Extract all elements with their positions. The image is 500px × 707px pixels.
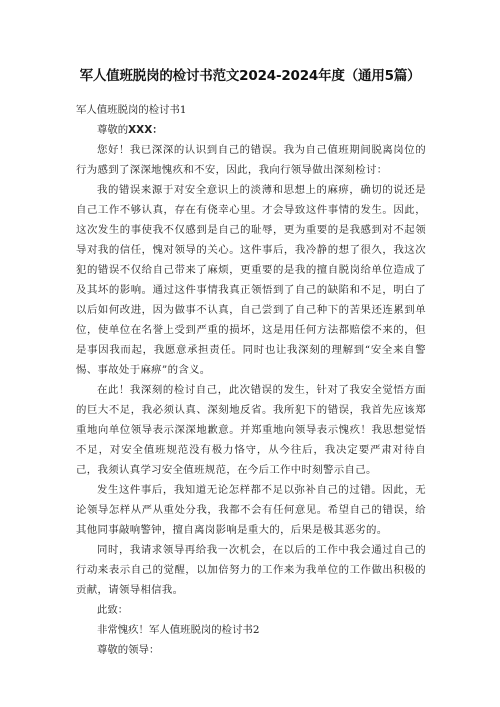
letter-heading: 非常愧疚！军人值班脱岗的检讨书2 (97, 624, 260, 636)
paragraph: 您好！我已深深的认识到自己的错误。我为自己值班期间脱离岗位的行为感到了深深地愧疚和不安，因此，我向行领导做出深刻检讨： (76, 144, 426, 176)
salutation-name: XXX： (128, 124, 163, 136)
paragraph: 同时，我请求领导再给我一次机会，在以后的工作中我会通过自己的行动来表示自己的觉醒，以加倍努力的工作来为我单位的工作做出积极的贡献，请领导相信我。 (76, 544, 426, 596)
letter-heading: 军人值班脱岗的检讨书1 (76, 104, 187, 116)
document-title: 军人值班脱岗的检讨书范文2024-2024年度（通用5篇） (79, 68, 421, 84)
salutation (76, 120, 426, 140)
closing: 此致： (97, 604, 129, 616)
paragraph: 发生这件事后，我知道无论怎样都不足以弥补自己的过错。因此，无论领导怎样从严从重处分我，我都不会有任何意见。希望自己的错误，给其他同事敲响警钟，擅自离岗影响是重大的，后果是极其恶劣的。 (76, 484, 426, 536)
paragraph: 在此！我深刻的检讨自己，此次错误的发生，针对了我安全觉悟方面的巨大不足，我必须认真、深刻地反省。我所犯下的错误，我首先应该郑重地向单位领导表示深深地歉意。并郑重地向领导表示愧疚！我思想觉悟不足，对安全值班规范没有极力恪守，从今往后，我决定要严肃对待自己，我须认真学习安全值班规范，在今后工作中时刻警示自己。 (76, 384, 426, 476)
document-body (76, 100, 426, 660)
paragraph: 我的错误来源于对安全意识上的淡薄和思想上的麻痹，确切的说还是自己工作不够认真，存在有侥幸心里。才会导致这件事情的发生。因此，这次发生的事使我不仅感到是自己的耻辱，更为重要的是我感到对不起领导对我的信任，愧对领导的关心。这件事后，我冷静的想了很久，我这次犯的错误不仅给自己带来了麻烦，更重要的是我的擅自脱岗给单位造成了及其坏的影响。通过这件事情我真正领悟到了自己的缺陷和不足，明白了以后如何改进，因为做事不认真，自己尝到了自己种下的苦果还连累到单位，使单位在名誉上受到严重的损坏，这是用任何方法都赔偿不来的，但是事因我而起，我愿意承担责任。同时也让我深刻的理解到“安全来自警惕、事故处于麻痹”的含义。 (76, 184, 426, 376)
salutation: 尊敬的领导： (97, 644, 160, 656)
salutation-prefix: 尊敬的 (97, 124, 129, 136)
